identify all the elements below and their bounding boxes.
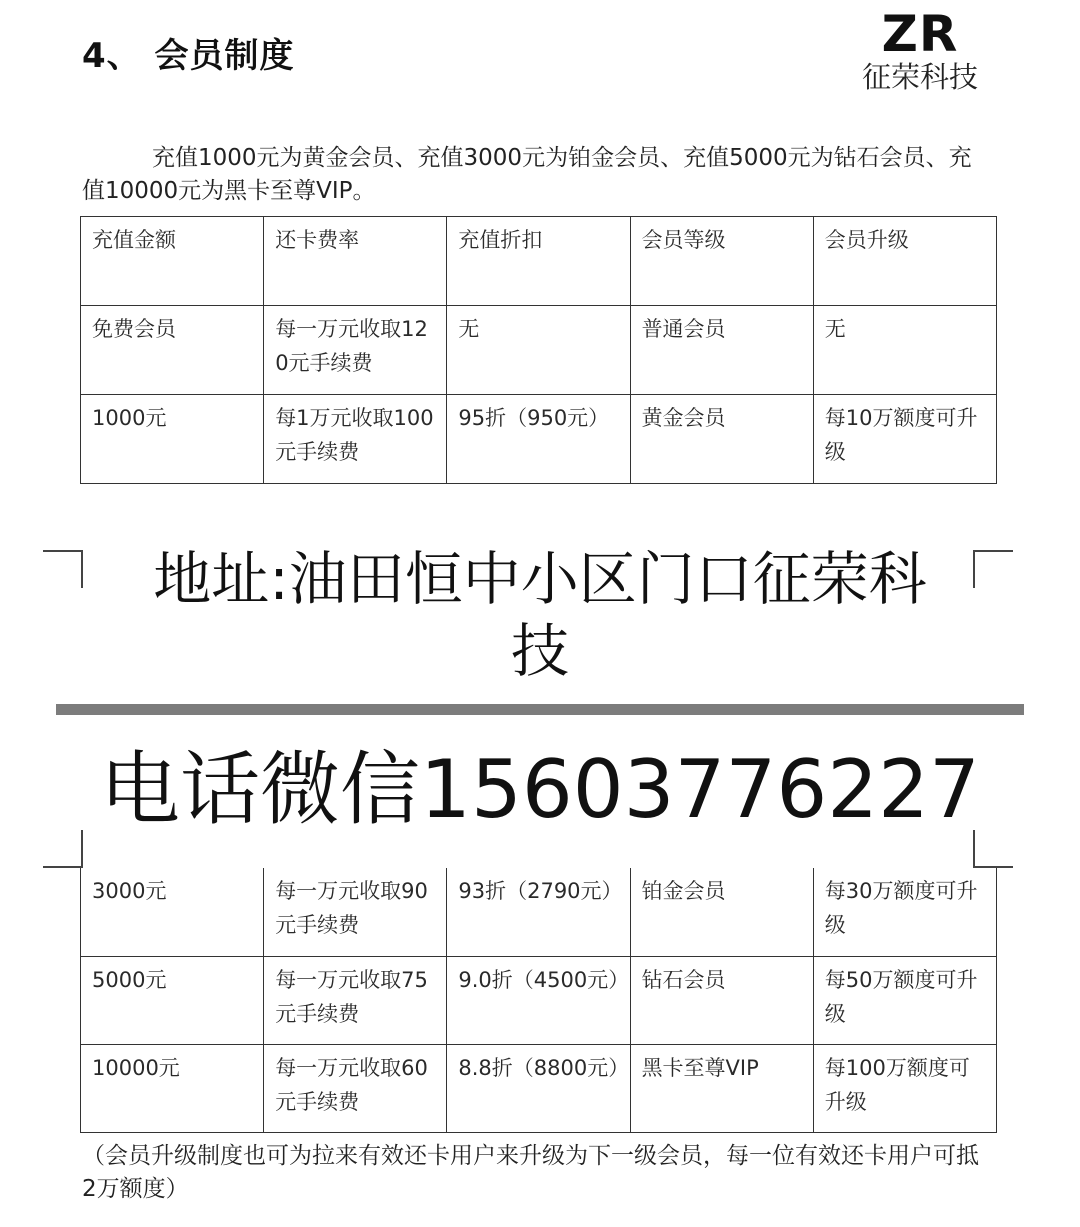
logo-name: 征荣科技 bbox=[861, 60, 978, 94]
table-cell: 每一万元收取120元手续费 bbox=[264, 306, 447, 395]
crop-mark-top-left bbox=[43, 550, 83, 588]
table-cell: 充值折扣 bbox=[447, 217, 630, 306]
table-cell: 会员等级 bbox=[630, 217, 813, 306]
intro-paragraph: 充值1000元为黄金会员、充值3000元为铂金会员、充值5000元为钻石会员、充值10000元为黑卡至尊VIP。 bbox=[82, 145, 972, 204]
table-cell: 免费会员 bbox=[81, 306, 264, 395]
table-cell: 8.8折（8800元） bbox=[447, 1044, 630, 1132]
table-cell: 黄金会员 bbox=[630, 395, 813, 484]
membership-table-bottom bbox=[80, 868, 997, 1133]
table-cell: 9.0折（4500元） bbox=[447, 956, 630, 1044]
table-cell: 无 bbox=[813, 306, 996, 395]
table-cell: 黑卡至尊VIP bbox=[630, 1044, 813, 1132]
table-cell: 1000元 bbox=[81, 395, 264, 484]
table-cell: 每一万元收取90元手续费 bbox=[264, 868, 447, 956]
phone-overlay: 电话微信15603776227 bbox=[100, 743, 980, 836]
divider-bar bbox=[56, 704, 1024, 715]
table-cell: 铂金会员 bbox=[630, 868, 813, 956]
table-cell: 每1万元收取100元手续费 bbox=[264, 395, 447, 484]
table-cell: 充值金额 bbox=[81, 217, 264, 306]
address-overlay: 地址:油田恒中小区门口征荣科技 bbox=[153, 545, 927, 685]
brand-logo bbox=[845, 5, 995, 94]
table-cell: 每100万额度可升级 bbox=[813, 1044, 996, 1132]
membership-table-top bbox=[80, 216, 997, 484]
crop-mark-top-right bbox=[973, 550, 1013, 588]
table-cell: 每30万额度可升级 bbox=[813, 868, 996, 956]
table-cell: 每一万元收取60元手续费 bbox=[264, 1044, 447, 1132]
table-cell: 钻石会员 bbox=[630, 956, 813, 1044]
table-row bbox=[81, 956, 997, 1044]
table-cell: 95折（950元） bbox=[447, 395, 630, 484]
table-cell: 每一万元收取75元手续费 bbox=[264, 956, 447, 1044]
table-cell: 93折（2790元） bbox=[447, 868, 630, 956]
table-cell: 会员升级 bbox=[813, 217, 996, 306]
table-row bbox=[81, 306, 997, 395]
table-row bbox=[81, 395, 997, 484]
table-row bbox=[81, 217, 997, 306]
footnote: （会员升级制度也可为拉来有效还卡用户来升级为下一级会员，每一位有效还卡用户可抵2万额度） bbox=[82, 1143, 979, 1202]
table-row bbox=[81, 868, 997, 956]
table-cell: 每50万额度可升级 bbox=[813, 956, 996, 1044]
table-cell: 普通会员 bbox=[630, 306, 813, 395]
table-cell: 3000元 bbox=[81, 868, 264, 956]
logo-mark: ZR bbox=[881, 5, 959, 63]
table-row bbox=[81, 1044, 997, 1132]
table-cell: 还卡费率 bbox=[264, 217, 447, 306]
section-title: 4、 会员制度 bbox=[82, 36, 295, 76]
table-cell: 每10万额度可升级 bbox=[813, 395, 996, 484]
table-cell: 10000元 bbox=[81, 1044, 264, 1132]
table-cell: 5000元 bbox=[81, 956, 264, 1044]
table-cell: 无 bbox=[447, 306, 630, 395]
